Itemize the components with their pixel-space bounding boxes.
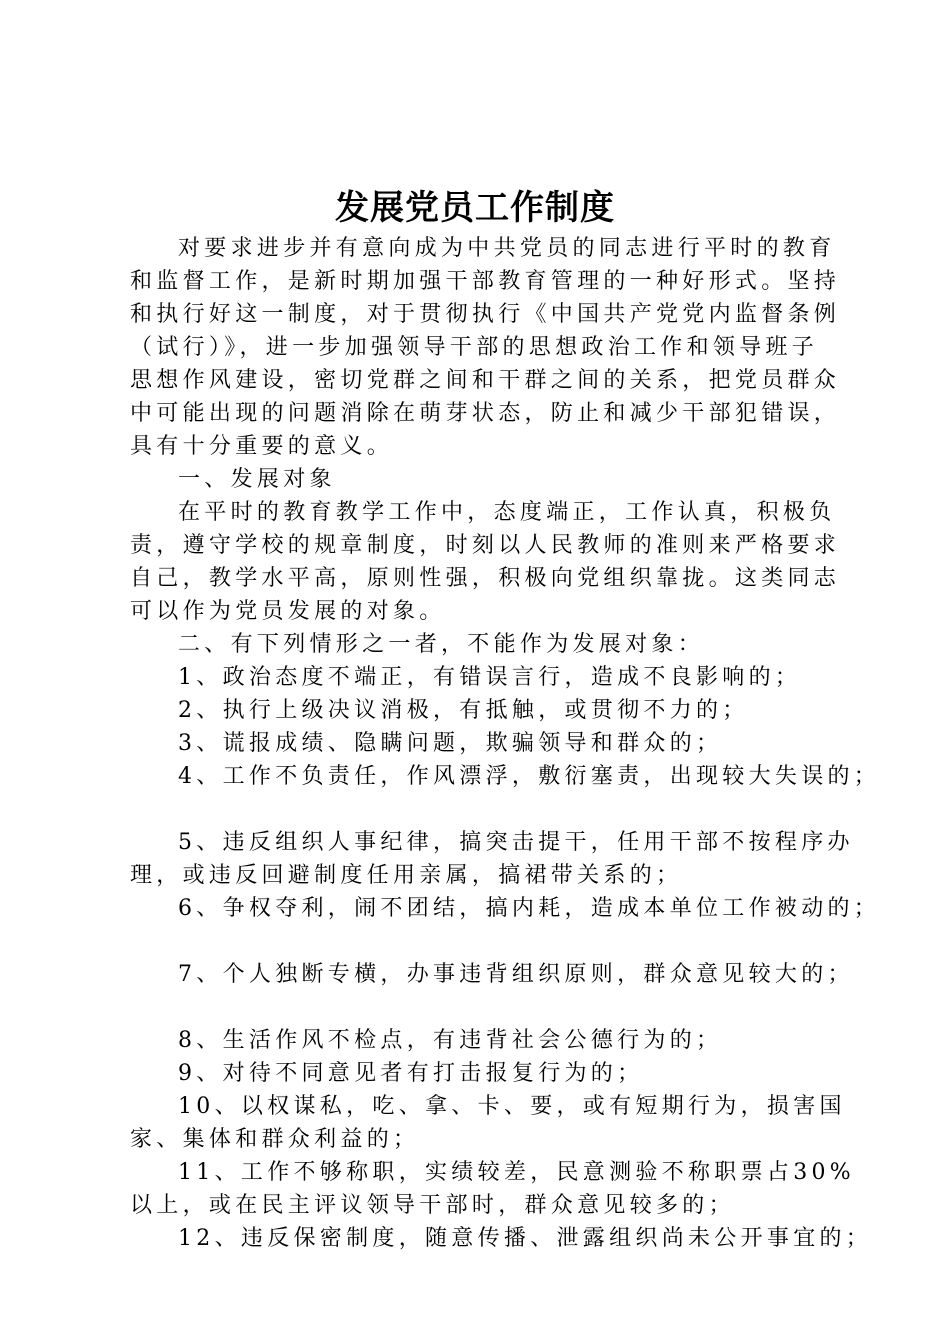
list-item-8: 8、生活作风不检点，有违背社会公德行为的；	[178, 1028, 723, 1053]
section-heading-1: 一、发展对象	[178, 467, 336, 492]
section-heading-2: 二、有下列情形之一者，不能作为发展对象：	[178, 632, 705, 657]
list-item-3: 3、谎报成绩、隐瞒问题，欺骗领导和群众的；	[178, 731, 723, 756]
list-item-5: 5、违反组织人事纪律，搞突击提干，任用干部不按程序办	[178, 830, 854, 855]
list-item-11-cont: 以上，或在民主评议领导干部时，群众意见较多的；	[130, 1193, 735, 1218]
section-1-line-4: 可以作为党员发展的对象。	[130, 599, 446, 624]
intro-line-6: 中可能出现的问题消除在萌芽状态，防止和减少干部犯错误，	[130, 401, 841, 426]
list-item-10: 10、以权谋私，吃、拿、卡、要，或有短期行为，损害国	[178, 1094, 846, 1119]
list-item-10-cont: 家、集体和群众利益的；	[130, 1127, 420, 1152]
list-item-7: 7、个人独断专横，办事违背组织原则，群众意见较大的；	[178, 962, 854, 987]
list-item-1: 1、政治态度不端正，有错误言行，造成不良影响的；	[178, 665, 802, 690]
intro-line-5: 思想作风建设，密切党群之间和干群之间的关系，把党员群众	[130, 368, 841, 393]
list-item-5-cont: 理，或违反回避制度任用亲属，搞裙带关系的；	[130, 863, 683, 888]
list-item-9: 9、对待不同意见者有打击报复行为的；	[178, 1061, 644, 1086]
list-item-6: 6、争权夺利，闹不团结，搞内耗，造成本单位工作被动的；	[178, 896, 881, 921]
intro-line-1: 对要求进步并有意向成为中共党员的同志进行平时的教育	[178, 236, 836, 261]
intro-line-7: 具有十分重要的意义。	[130, 434, 394, 459]
list-item-12: 12、违反保密制度，随意传播、泄露组织尚未公开事宜的；	[178, 1226, 873, 1251]
intro-line-3: 和执行好这一制度，对于贯彻执行《中国共产党党内监督条例	[130, 302, 841, 327]
section-1-line-2: 责，遵守学校的规章制度，时刻以人民教师的准则来严格要求	[130, 533, 841, 558]
document-title: 发展党员工作制度	[335, 188, 615, 228]
intro-line-2: 和监督工作，是新时期加强干部教育管理的一种好形式。坚持	[130, 269, 841, 294]
list-item-11: 11、工作不够称职，实绩较差，民意测验不称职票占30%	[178, 1160, 855, 1185]
list-item-2: 2、执行上级决议消极，有抵触，或贯彻不力的；	[178, 698, 749, 723]
intro-line-4: （试行）》，进一步加强领导干部的思想政治工作和领导班子	[130, 335, 819, 360]
section-1-line-1: 在平时的教育教学工作中，态度端正，工作认真，积极负	[178, 500, 836, 525]
section-1-line-3: 自己，教学水平高，原则性强，积极向党组织靠拢。这类同志	[130, 566, 841, 591]
list-item-4: 4、工作不负责任，作风漂浮，敷衍塞责，出现较大失误的；	[178, 764, 881, 789]
